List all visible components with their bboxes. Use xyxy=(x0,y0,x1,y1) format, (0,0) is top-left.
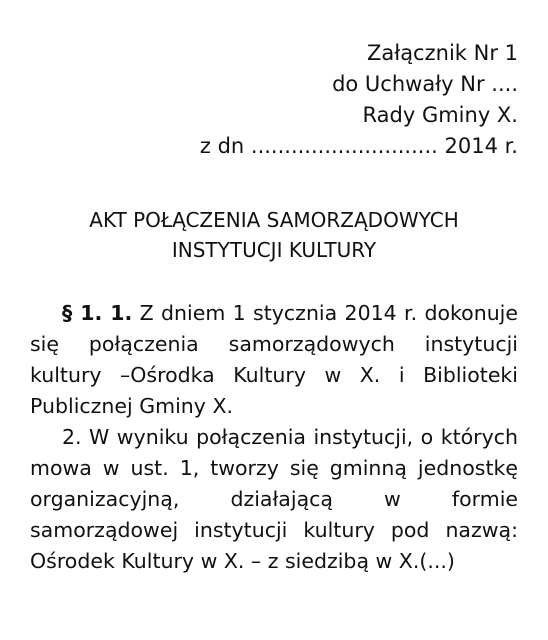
council-name: Rady Gminy X. xyxy=(362,103,518,127)
document-title xyxy=(30,205,518,265)
paragraph-2: 2. W wyniku połączenia instytucji, o których mowa w ust. 1, tworzy się gminną jednostkę organizacyjną, działającą w formie samorządowej instytucji kultury pod nazwą: Ośrodek Kultury w X. – z siedzibą w X.(...) xyxy=(30,425,518,573)
document-body xyxy=(30,298,518,577)
attachment-header xyxy=(200,38,518,162)
attachment-number: Załącznik Nr 1 xyxy=(366,41,518,65)
title-line-2: INSTYTUCJI KULTURY xyxy=(171,238,377,262)
section-mark: § 1. 1. xyxy=(62,301,133,325)
paragraph-1 xyxy=(30,298,518,422)
paragraph-1-text: Z dniem 1 stycznia 2014 r. dokonuje się połączenia samorządowych instytucji kultury –Ośrodka Kultury w X. i Biblioteki Publicznej Gminy X. xyxy=(30,301,518,418)
resolution-number: do Uchwały Nr .... xyxy=(332,72,518,96)
title-line-1: AKT POŁĄCZENIA SAMORZĄDOWYCH xyxy=(89,208,459,232)
resolution-date: z dn ............................ 2014 r. xyxy=(199,134,518,158)
